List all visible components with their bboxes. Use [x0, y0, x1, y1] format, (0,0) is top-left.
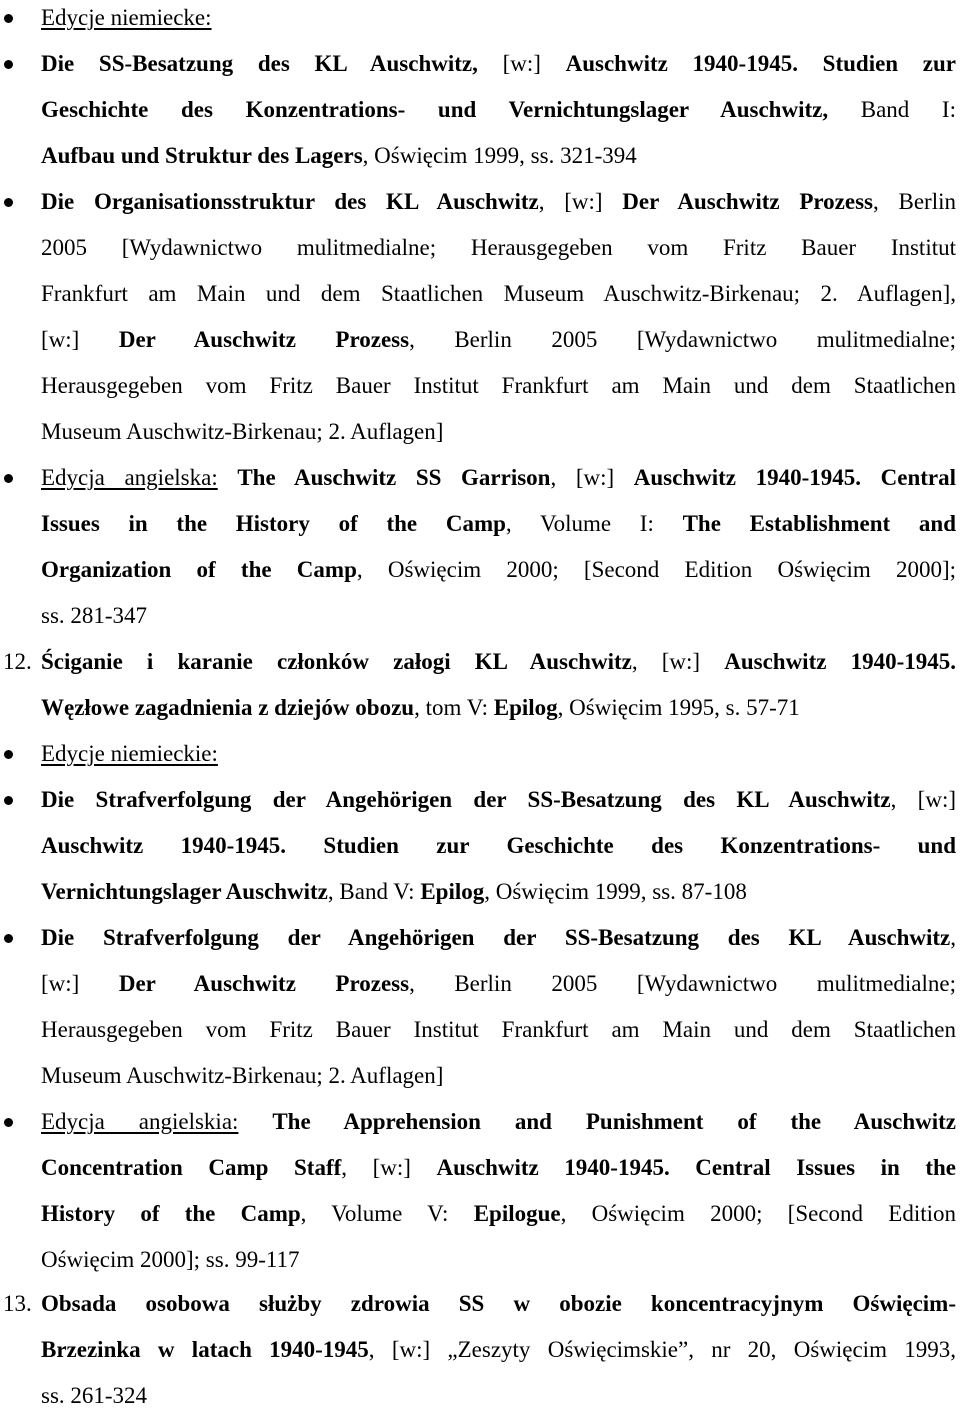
- text-segment: Herausgegeben vom Fritz Bauer Institut Frankfurt am Main und dem Staatlichen: [41, 373, 956, 398]
- text-segment: , [w:] „Zeszyty Oświęcimskie”, nr 20, Oświęcim 1993,: [368, 1337, 956, 1362]
- bold-title: Der Auschwitz Prozess: [118, 971, 410, 996]
- text-line: [41, 1060, 443, 1092]
- bold-title: Auschwitz 1940-1945. Studien zur: [565, 51, 957, 76]
- text-line: [41, 1244, 300, 1276]
- text-line: [41, 186, 956, 218]
- text-segment: Museum Auschwitz-Birkenau; 2. Auflagen]: [41, 419, 444, 444]
- bullet-icon: [4, 60, 13, 69]
- text-segment: [w:]: [41, 971, 119, 996]
- text-line: [41, 922, 956, 954]
- text-line: [41, 48, 956, 80]
- text-segment: , Band V:: [327, 879, 421, 904]
- text-line: [41, 1152, 956, 1184]
- text-segment: , [w:]: [341, 1155, 437, 1180]
- bullet-icon: [4, 14, 13, 23]
- bullet-icon: [4, 750, 13, 759]
- text-segment: Frankfurt am Main und dem Staatlichen Museum Auschwitz-Birkenau; 2. Auflagen],: [41, 281, 956, 306]
- bold-title: Epilog: [493, 695, 558, 720]
- bold-title: Epilogue: [473, 1201, 561, 1226]
- text-line: [41, 600, 147, 632]
- text-line: [41, 232, 956, 264]
- text-line: [41, 2, 212, 34]
- text-line: [41, 94, 956, 126]
- bold-title: Organization of the Camp: [41, 557, 357, 582]
- bold-title: Epilog: [420, 879, 485, 904]
- bold-title: Die Organisationsstruktur des KL Auschwitz: [41, 189, 539, 214]
- text-line: [41, 1106, 956, 1138]
- bold-title: Ściganie i karanie członków załogi KL Auschwitz: [41, 649, 632, 674]
- bold-title: Aufbau und Struktur des Lagers: [41, 143, 363, 168]
- bold-title: Der Auschwitz Prozess: [622, 189, 873, 214]
- bold-title: Węzłowe zagadnienia z dziejów obozu: [41, 695, 415, 720]
- text-line: [41, 876, 747, 908]
- text-line: [41, 508, 956, 540]
- section-label: Edycje niemiecke:: [41, 5, 212, 30]
- text-segment: , Volume V:: [300, 1201, 474, 1226]
- text-segment: , Volume I:: [505, 511, 683, 536]
- bold-title: Auschwitz 1940-1945.: [724, 649, 956, 674]
- text-segment: , [w:]: [890, 787, 956, 812]
- text-segment: , Berlin 2005 [Wydawnictwo mulitmedialne;: [409, 327, 956, 352]
- bold-title: Der Auschwitz Prozess: [118, 327, 410, 352]
- bullet-icon: [4, 198, 13, 207]
- text-line: [41, 1288, 956, 1320]
- text-line: [41, 784, 956, 816]
- bold-title: The Auschwitz SS Garrison: [237, 465, 551, 490]
- bold-title: Die Strafverfolgung der Angehörigen der SS-Besatzung des KL Auschwitz: [41, 925, 951, 950]
- text-line: [41, 1014, 956, 1046]
- text-segment: ss. 281-347: [41, 603, 148, 628]
- text-segment: [w:]: [477, 51, 566, 76]
- text-segment: [238, 1109, 272, 1134]
- text-segment: , Berlin: [873, 189, 956, 214]
- bold-title: Geschichte des Konzentrations- und Vernichtungslager Auschwitz,: [41, 97, 829, 122]
- text-line: [41, 554, 956, 586]
- text-line: [41, 140, 637, 172]
- section-label: Edycja angielskia:: [41, 1109, 239, 1134]
- text-segment: Herausgegeben vom Fritz Bauer Institut Frankfurt am Main und dem Staatlichen: [41, 1017, 956, 1042]
- text-segment: , Oświęcim 2000; [Second Edition Oświęcim 2000];: [356, 557, 956, 582]
- text-line: [41, 462, 956, 494]
- text-segment: 2005 [Wydawnictwo mulitmedialne; Herausgegeben vom Fritz Bauer Institut: [41, 235, 956, 260]
- bold-title: The Establishment and: [682, 511, 956, 536]
- text-segment: , tom V:: [414, 695, 494, 720]
- text-segment: Oświęcim 2000]; ss. 99-117: [41, 1247, 300, 1272]
- text-segment: Band I:: [828, 97, 956, 122]
- section-label: Edycje niemieckie:: [41, 741, 218, 766]
- text-line: [41, 1334, 956, 1366]
- text-segment: [w:]: [41, 327, 119, 352]
- text-segment: , Oświęcim 2000; [Second Edition: [560, 1201, 956, 1226]
- bold-title: Die SS-Besatzung des KL Auschwitz,: [41, 51, 478, 76]
- text-line: [41, 646, 956, 678]
- bold-title: Brzezinka w latach 1940-1945: [41, 1337, 369, 1362]
- text-segment: ,: [950, 925, 956, 950]
- text-line: [41, 968, 956, 1000]
- bold-title: Auschwitz 1940-1945. Studien zur Geschichte des Konzentrations- und: [41, 833, 956, 858]
- section-label: Edycja angielska:: [41, 465, 218, 490]
- bold-title: History of the Camp: [41, 1201, 301, 1226]
- text-line: [41, 324, 956, 356]
- text-segment: , [w:]: [550, 465, 634, 490]
- text-line: [41, 1198, 956, 1230]
- bullet-icon: [4, 1118, 13, 1127]
- bold-title: Auschwitz 1940-1945. Central: [633, 465, 956, 490]
- text-segment: [218, 465, 238, 490]
- bold-title: The Apprehension and Punishment of the Auschwitz: [272, 1109, 956, 1134]
- bullet-icon: [4, 934, 13, 943]
- text-line: [41, 370, 956, 402]
- bullet-icon: [4, 796, 13, 805]
- text-segment: , Oświęcim 1999, ss. 87-108: [484, 879, 747, 904]
- entry-number: 13.: [3, 1291, 32, 1316]
- bold-title: Issues in the History of the Camp: [41, 511, 506, 536]
- text-segment: Museum Auschwitz-Birkenau; 2. Auflagen]: [41, 1063, 444, 1088]
- text-line: [41, 1380, 147, 1412]
- text-segment: , Oświęcim 1995, s. 57-71: [557, 695, 800, 720]
- text-line: [41, 692, 800, 724]
- text-line: [41, 830, 956, 862]
- text-segment: , [w:]: [538, 189, 623, 214]
- text-segment: ss. 261-324: [41, 1383, 148, 1408]
- text-segment: , Oświęcim 1999, ss. 321-394: [362, 143, 637, 168]
- entry-number: 12.: [3, 649, 32, 674]
- bullet-icon: [4, 474, 13, 483]
- text-segment: , [w:]: [631, 649, 725, 674]
- bold-title: Obsada osobowa służby zdrowia SS w obozie koncentracyjnym Oświęcim-: [41, 1291, 956, 1316]
- text-line: [41, 416, 443, 448]
- text-line: [41, 278, 956, 310]
- bold-title: Vernichtungslager Auschwitz: [41, 879, 328, 904]
- bold-title: Concentration Camp Staff: [41, 1155, 342, 1180]
- bold-title: Die Strafverfolgung der Angehörigen der SS-Besatzung des KL Auschwitz: [41, 787, 891, 812]
- text-segment: , Berlin 2005 [Wydawnictwo mulitmedialne;: [409, 971, 956, 996]
- bold-title: Auschwitz 1940-1945. Central Issues in the: [436, 1155, 957, 1180]
- text-line: [41, 738, 218, 770]
